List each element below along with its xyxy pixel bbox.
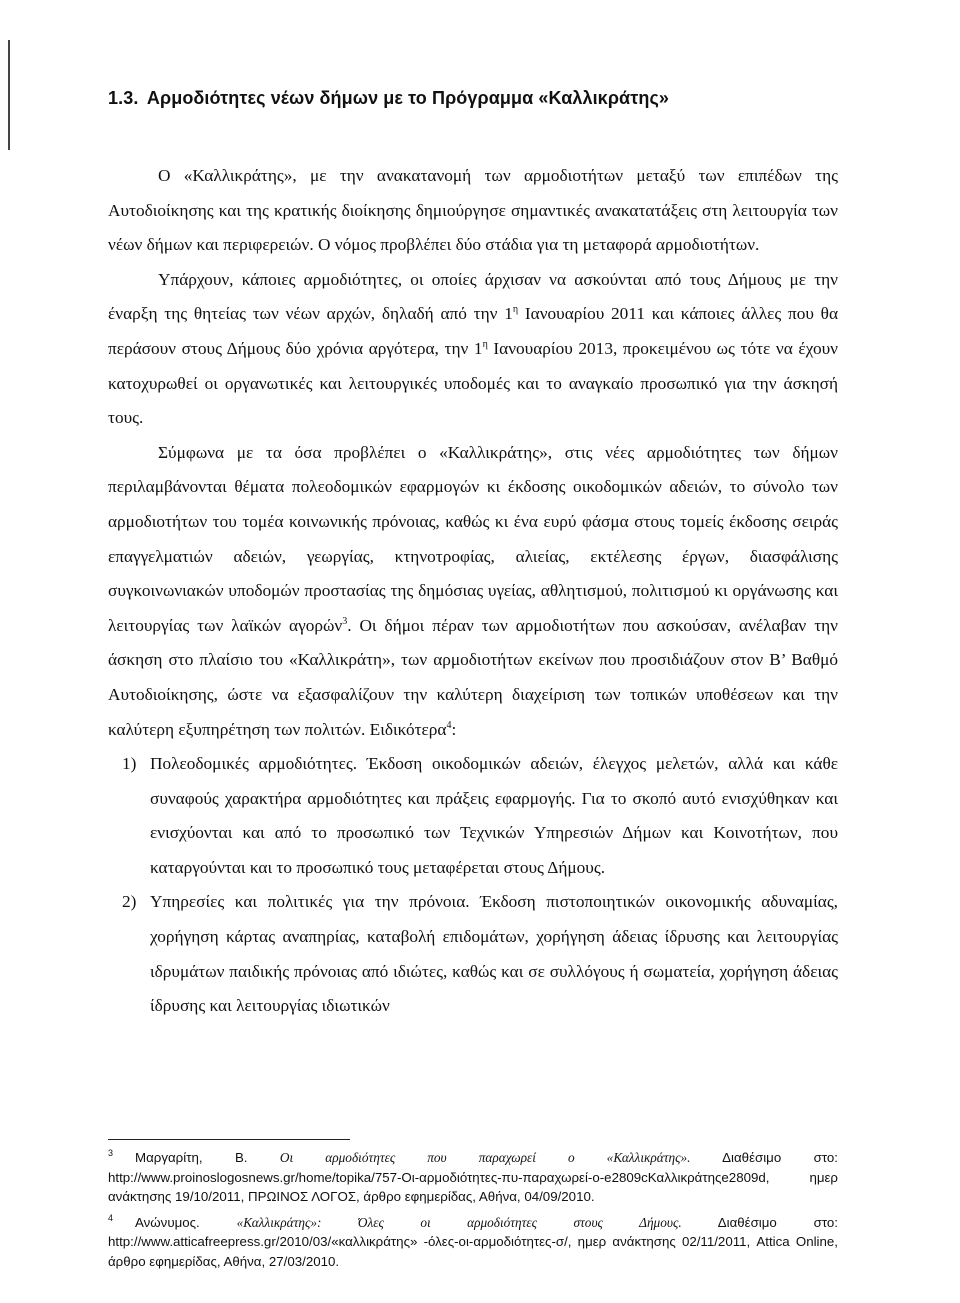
footnote-number: 4 [108, 1212, 114, 1223]
section-number: 1.3. [108, 88, 139, 108]
list-item [108, 885, 838, 1023]
footnotes [108, 1148, 838, 1277]
footnote-link[interactable]: http://www.atticafreepress.gr/2010/03/«καλλικράτης» -όλες-οι-αρμοδιότητες-σ/ [108, 1234, 568, 1249]
footnote-link[interactable]: http://www.proinoslogosnews.gr/home/topika/757-Οι-αρμοδιότητες-πυ-παραχωρεί-ο-e2809cΚαλλικράτηςe2809d [108, 1169, 766, 1185]
list-item-text: Υπηρεσίες και πολιτικές για την πρόνοια. Έκδοση πιστοποιητικών οικονομικής αδυναμίας, χορήγηση κάρτας αναπηρίας, καταβολή επιδομάτων, χορήγηση άδειας ίδρυσης και λειτουργίας ιδρυμάτων παιδικής πρόνοιας από ιδιώτες, καθώς και σε συλλόγους ή σωματεία, χορήγηση άδειας ίδρυσης και λειτουργίας ιδιωτικών [150, 892, 838, 1016]
list-item-text: Πολεοδομικές αρμοδιότητες. Έκδοση οικοδομικών αδειών, έλεγχος μελετών, αλλά και κάθε συναφούς χαρακτήρα αρμοδιότητες και πράξεις εφαρμογής. Για το σκοπό αυτό ενισχύθηκαν και ενισχύονται και από το προσωπικό των Τεχνικών Υπηρεσιών Δήμων και Κοινοτήτων, που καταργούνται και το προσωπικό τους μεταφέρεται στους Δήμους. [150, 754, 838, 877]
paragraph-stages: Υπάρχουν, κάποιες αρμοδιότητες, οι οποίες άρχισαν να ασκούνται από τους Δήμους με την έναρξη της θητείας των νέων αρχών, δηλαδή από την $1^\eta$ Ιανουαρίου 2011 και κάποιες άλλες που θα περάσουν στους Δήμους δύο χρόνια αργότερα, την $1^\eta$ Ιανουαρίου 2013, προκειμένου ως τότε να έχουν κατοχυρωθεί οι οργανωτικές και λειτουργικές υποδομές και το αναγκαίο προσωπικό για την άσκησή τους. [108, 269, 838, 428]
list-marker: 1) [122, 754, 137, 774]
scan-edge-mark [8, 40, 10, 150]
competence-list [108, 747, 838, 1024]
footnote-4: $^4$ Ανώνυμος. «Καλλικράτης»: Όλες οι αρμοδιότητες στους Δήμους. Διαθέσιμο στο: http://www.atticafreepress.gr/2010/03/«καλλικράτης» -όλες-οι-αρμοδιότητες-σ/, ημερ ανάκτησης 02/11/2011, Attica Online, άρθρο εφημερίδας, Αθήνα, 27/03/2010. [108, 1212, 838, 1269]
footnote-number: 3 [108, 1148, 114, 1158]
footnote-separator [108, 1139, 350, 1140]
footnote-ref-3[interactable]: 3 [342, 615, 348, 627]
paragraph-competences: Σύμφωνα με τα όσα προβλέπει ο «Καλλικράτης», στις νέες αρμοδιότητες των δήμων περιλαμβάνονται θέματα πολεοδομικών εφαρμογών κι έκδοσης οικοδομικών αδειών, το σύνολο των αρμοδιοτήτων του τομέα κοινωνικής πρόνοιας, καθώς κι ένα ευρύ φάσμα στους τομείς έκδοσης σειράς επαγγελματιών αδειών, γεωργίας, κτηνοτροφίας, αλιείας, εκτέλεσης έργων, διασφάλισης συγκοινωνιακών υποδομών προστασίας της δημόσιας υγείας, αθλητισμού, πολιτισμού κι οργάνωσης και λειτουργίας των λαϊκών αγορών$^3$. Οι δήμοι πέραν των αρμοδιοτήτων που ασκούσαν, ανέλαβαν την άσκηση στο πλαίσιο του «Καλλικράτη», των αρμοδιοτήτων εκείνων που προσιδιάζουν στον Β’ Βαθμό Αυτοδιοίκησης, ώστε να εξασφαλίζουν την καλύτερη διαχείριση των τοπικών υποθέσεων και την καλύτερη εξυπηρέτηση των πολιτών. Ειδικότερα$^4$: [108, 442, 838, 739]
section-heading [108, 88, 838, 109]
paragraph-intro: Ο «Καλλικράτης», με την ανακατανομή των αρμοδιοτήτων μεταξύ των επιπέδων της Αυτοδιοίκησης και της κρατικής διοίκησης δημιούργησε σημαντικές ανακατατάξεις στη λειτουργία των νέων δήμων και περιφερειών. Ο νόμος προβλέπει δύο στάδια για τη μεταφορά αρμοδιοτήτων. [108, 166, 838, 255]
footnote-3: $^3$ Μαργαρίτη, Β. Οι αρμοδιότητες που παραχωρεί ο «Καλλικράτης». Διαθέσιμο στο: http://www.proinoslogosnews.gr/home/topika/757-Οι-αρμοδιότητες-πυ-παραχωρεί-ο-e2809cΚαλλικράτηςe2809d, ημερ ανάκτησης 19/10/2011, ΠΡΩΙΝΟΣ ΛΟΓΟΣ, άρθρο εφημερίδας, Αθήνα, 04/09/2010. [108, 1148, 838, 1204]
document-page [108, 88, 838, 1024]
list-item [108, 747, 838, 885]
footnote-ref-4[interactable]: 4 [446, 719, 452, 731]
list-marker: 2) [122, 892, 137, 912]
section-title: Αρμοδιότητες νέων δήμων με το Πρόγραμμα «Καλλικράτης» [146, 88, 670, 108]
